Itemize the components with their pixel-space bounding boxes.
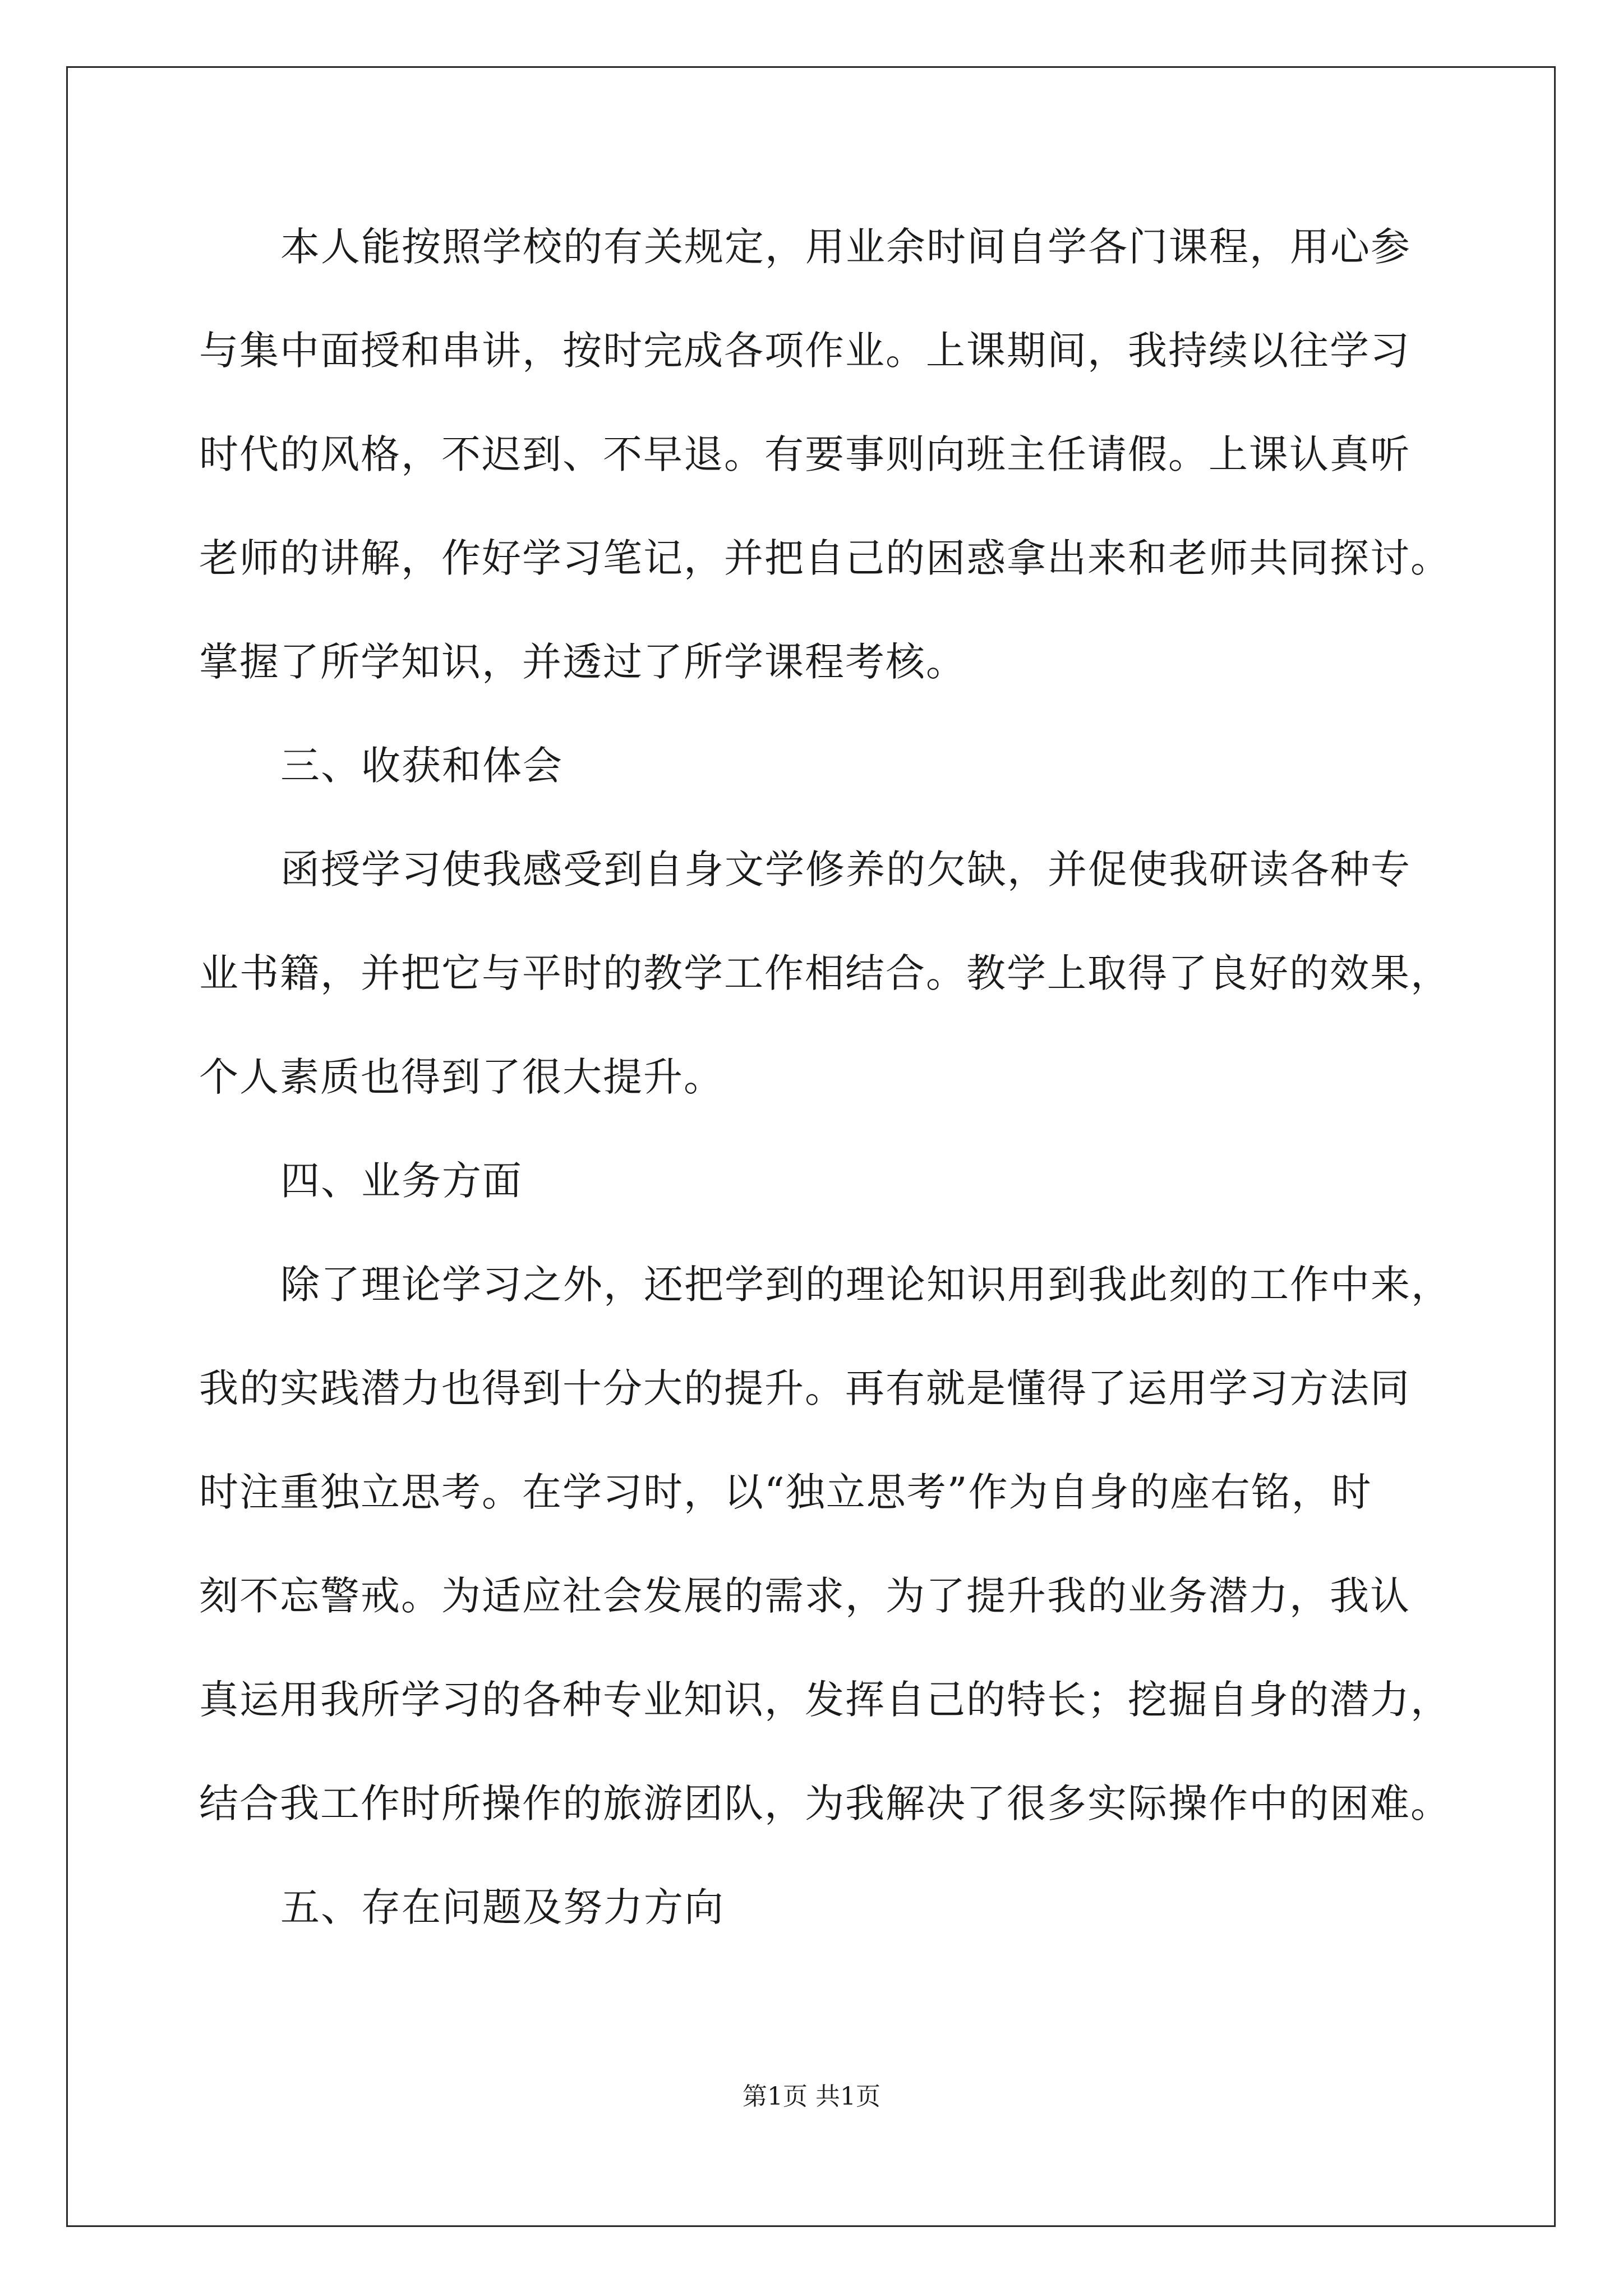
paragraph-line: 真运用我所学习的各种专业知识，发挥自己的特长；挖掘自身的潜力， <box>199 1677 1451 1723</box>
paragraph-line: 除了理论学习之外，还把学到的理论知识用到我此刻的工作中来， <box>280 1262 1451 1308</box>
paragraph-line: 刻不忘警戒。为适应社会发展的需求，为了提升我的业务潜力，我认 <box>199 1573 1410 1619</box>
paragraph-line: 结合我工作时所操作的旅游团队，为我解决了很多实际操作中的困难。 <box>199 1780 1451 1826</box>
paragraph-line: 时代的风格，不迟到、不早退。有要事则向班主任请假。上课认真听 <box>199 431 1410 477</box>
paragraph-line: 我的实践潜力也得到十分大的提升。再有就是懂得了运用学习方法同 <box>199 1365 1410 1411</box>
paragraph-line: 本人能按照学校的有关规定，用业余时间自学各门课程，用心参 <box>280 224 1411 270</box>
paragraph-line: 掌握了所学知识，并透过了所学课程考核。 <box>199 639 966 685</box>
paragraph-line: 业书籍，并把它与平时的教学工作相结合。教学上取得了良好的效果， <box>199 950 1451 996</box>
paragraph-line: 老师的讲解，作好学习笔记，并把自己的困惑拿出来和老师共同探讨。 <box>199 535 1451 581</box>
paragraph-line: 个人素质也得到了很大提升。 <box>199 1054 724 1100</box>
section-heading: 五、存在问题及努力方向 <box>280 1884 725 1930</box>
paragraph-line: 函授学习使我感受到自身文学修养的欠缺，并促使我研读各种专 <box>280 846 1411 892</box>
paragraph-line: 与集中面授和串讲，按时完成各项作业。上课期间，我持续以往学习 <box>199 328 1410 374</box>
page-number: 第1页 共1页 <box>743 2082 880 2111</box>
section-heading: 三、收获和体会 <box>280 743 563 789</box>
section-heading: 四、业务方面 <box>280 1158 523 1204</box>
paragraph-line: 时注重独立思考。在学习时，以“独立思考”作为自身的座右铭，时 <box>199 1469 1372 1515</box>
